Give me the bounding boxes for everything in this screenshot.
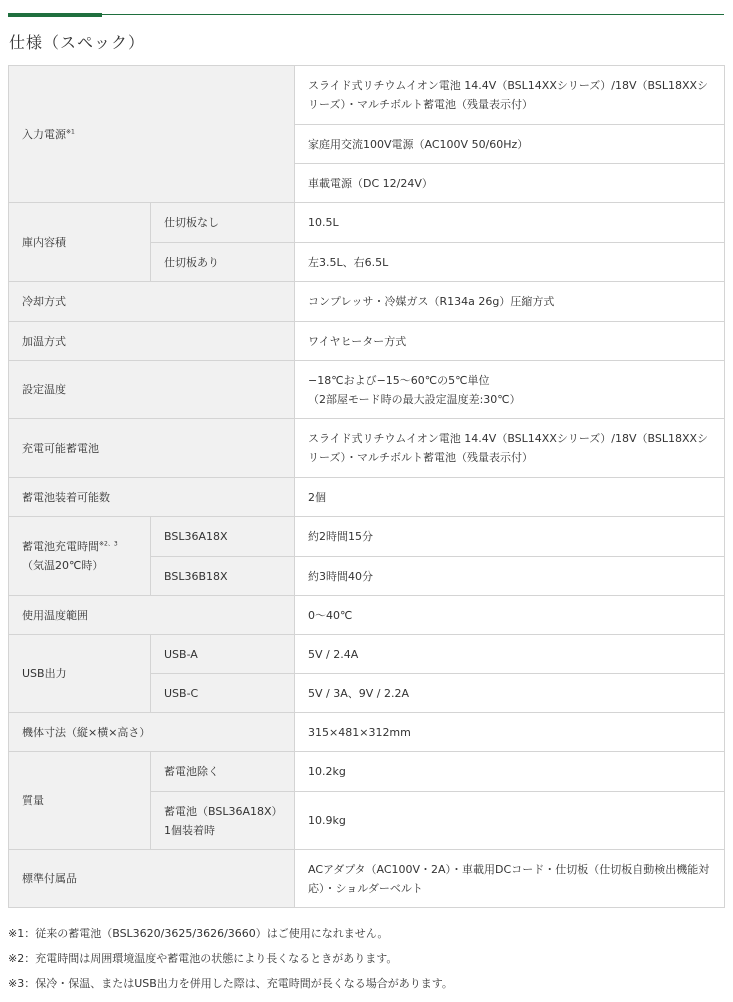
page-title: 仕様（スペック） bbox=[9, 33, 146, 52]
spec-label-charge-time: 蓄電池充電時間$^{※2、3}$ （気温20℃時） bbox=[9, 517, 151, 596]
spec-sublabel: BSL36A18X bbox=[151, 517, 295, 557]
table-row bbox=[9, 66, 725, 125]
spec-sublabel: 蓄電池除く bbox=[151, 752, 295, 792]
spec-label-mass: 質量 bbox=[9, 752, 151, 850]
spec-value: 約2時間15分 bbox=[295, 517, 725, 557]
spec-sublabel: 仕切板なし bbox=[151, 203, 295, 243]
spec-label-input-power: 入力電源$^{※1}$ bbox=[9, 66, 295, 203]
spec-value-line: （2部屋モード時の最大設定温度差:30℃） bbox=[308, 392, 521, 406]
spec-label-condition: （気温20℃時） bbox=[22, 559, 104, 572]
table-row bbox=[9, 713, 725, 752]
spec-sublabel: BSL36B18X bbox=[151, 557, 295, 596]
footnote-marker: ※1 bbox=[66, 127, 75, 135]
spec-value: ACアダプタ（AC100V・2A）・車載用DCコード・仕切板（仕切板自動検出機能対応）・ショルダーベルト bbox=[295, 850, 725, 908]
spec-value: 5V / 3A、9V / 2.2A bbox=[295, 674, 725, 713]
spec-value: 10.9kg bbox=[295, 792, 725, 850]
spec-value: 2個 bbox=[295, 478, 725, 517]
footnote-marker: ※2、3 bbox=[99, 540, 118, 548]
footnote-2: ※2：充電時間は周囲環境温度や蓄電池の状態により長くなるときがあります。 bbox=[8, 952, 398, 965]
footnote-1: ※1：従来の蓄電池（BSL3620/3625/3626/3660）はご使用になれません。 bbox=[8, 927, 389, 940]
table-row bbox=[9, 635, 725, 674]
footnotes bbox=[8, 925, 453, 1000]
table-row bbox=[9, 850, 725, 908]
spec-value: 約3時間40分 bbox=[295, 557, 725, 596]
table-row bbox=[9, 517, 725, 557]
spec-value bbox=[295, 361, 725, 419]
table-row bbox=[9, 478, 725, 517]
spec-sublabel: USB-A bbox=[151, 635, 295, 674]
table-row bbox=[9, 322, 725, 361]
spec-value: 10.5L bbox=[295, 203, 725, 243]
spec-value: 0〜40℃ bbox=[295, 596, 725, 635]
spec-label-cooling: 冷却方式 bbox=[9, 282, 295, 322]
spec-value: 車載電源（DC 12/24V） bbox=[295, 164, 725, 203]
spec-value: コンプレッサ・冷媒ガス（R134a 26g）圧縮方式 bbox=[295, 282, 725, 322]
spec-label-accessories: 標準付属品 bbox=[9, 850, 295, 908]
spec-table bbox=[8, 65, 725, 908]
table-row bbox=[9, 203, 725, 243]
spec-label-dimensions: 機体寸法（縦×横×高さ） bbox=[9, 713, 295, 752]
spec-value: スライド式リチウムイオン電池 14.4V（BSL14XXシリーズ）/18V（BSL18XXシリーズ）・マルチボルト蓄電池（残量表示付） bbox=[295, 66, 725, 125]
spec-label-operating-temp: 使用温度範囲 bbox=[9, 596, 295, 635]
table-row bbox=[9, 282, 725, 322]
spec-value-line: −18℃および−15〜60℃の5℃単位 bbox=[308, 373, 490, 387]
table-row bbox=[9, 419, 725, 478]
spec-label-usb: USB出力 bbox=[9, 635, 151, 713]
spec-label-battery: 充電可能蓄電池 bbox=[9, 419, 295, 478]
spec-value: 315×481×312mm bbox=[295, 713, 725, 752]
spec-label-heating: 加温方式 bbox=[9, 322, 295, 361]
spec-sublabel: 蓄電池（BSL36A18X） 1個装着時 bbox=[151, 792, 295, 850]
spec-label-temperature: 設定温度 bbox=[9, 361, 295, 419]
spec-value: 左3.5L、右6.5L bbox=[295, 243, 725, 282]
table-row bbox=[9, 752, 725, 792]
spec-value: スライド式リチウムイオン電池 14.4V（BSL14XXシリーズ）/18V（BSL18XXシリーズ）・マルチボルト蓄電池（残量表示付） bbox=[295, 419, 725, 478]
spec-value: ワイヤヒーター方式 bbox=[295, 322, 725, 361]
footnote-3: ※3：保冷・保温、またはUSB出力を併用した際は、充電時間が長くなる場合があります。 bbox=[8, 977, 453, 990]
spec-label-capacity: 庫内容積 bbox=[9, 203, 151, 282]
spec-value: 家庭用交流100V電源（AC100V 50/60Hz） bbox=[295, 125, 725, 164]
table-row bbox=[9, 596, 725, 635]
spec-label-battery-slots: 蓄電池装着可能数 bbox=[9, 478, 295, 517]
table-row bbox=[9, 361, 725, 419]
spec-sublabel: 仕切板あり bbox=[151, 243, 295, 282]
spec-value: 10.2kg bbox=[295, 752, 725, 792]
spec-sublabel: USB-C bbox=[151, 674, 295, 713]
spec-value: 5V / 2.4A bbox=[295, 635, 725, 674]
header-divider bbox=[8, 14, 724, 15]
